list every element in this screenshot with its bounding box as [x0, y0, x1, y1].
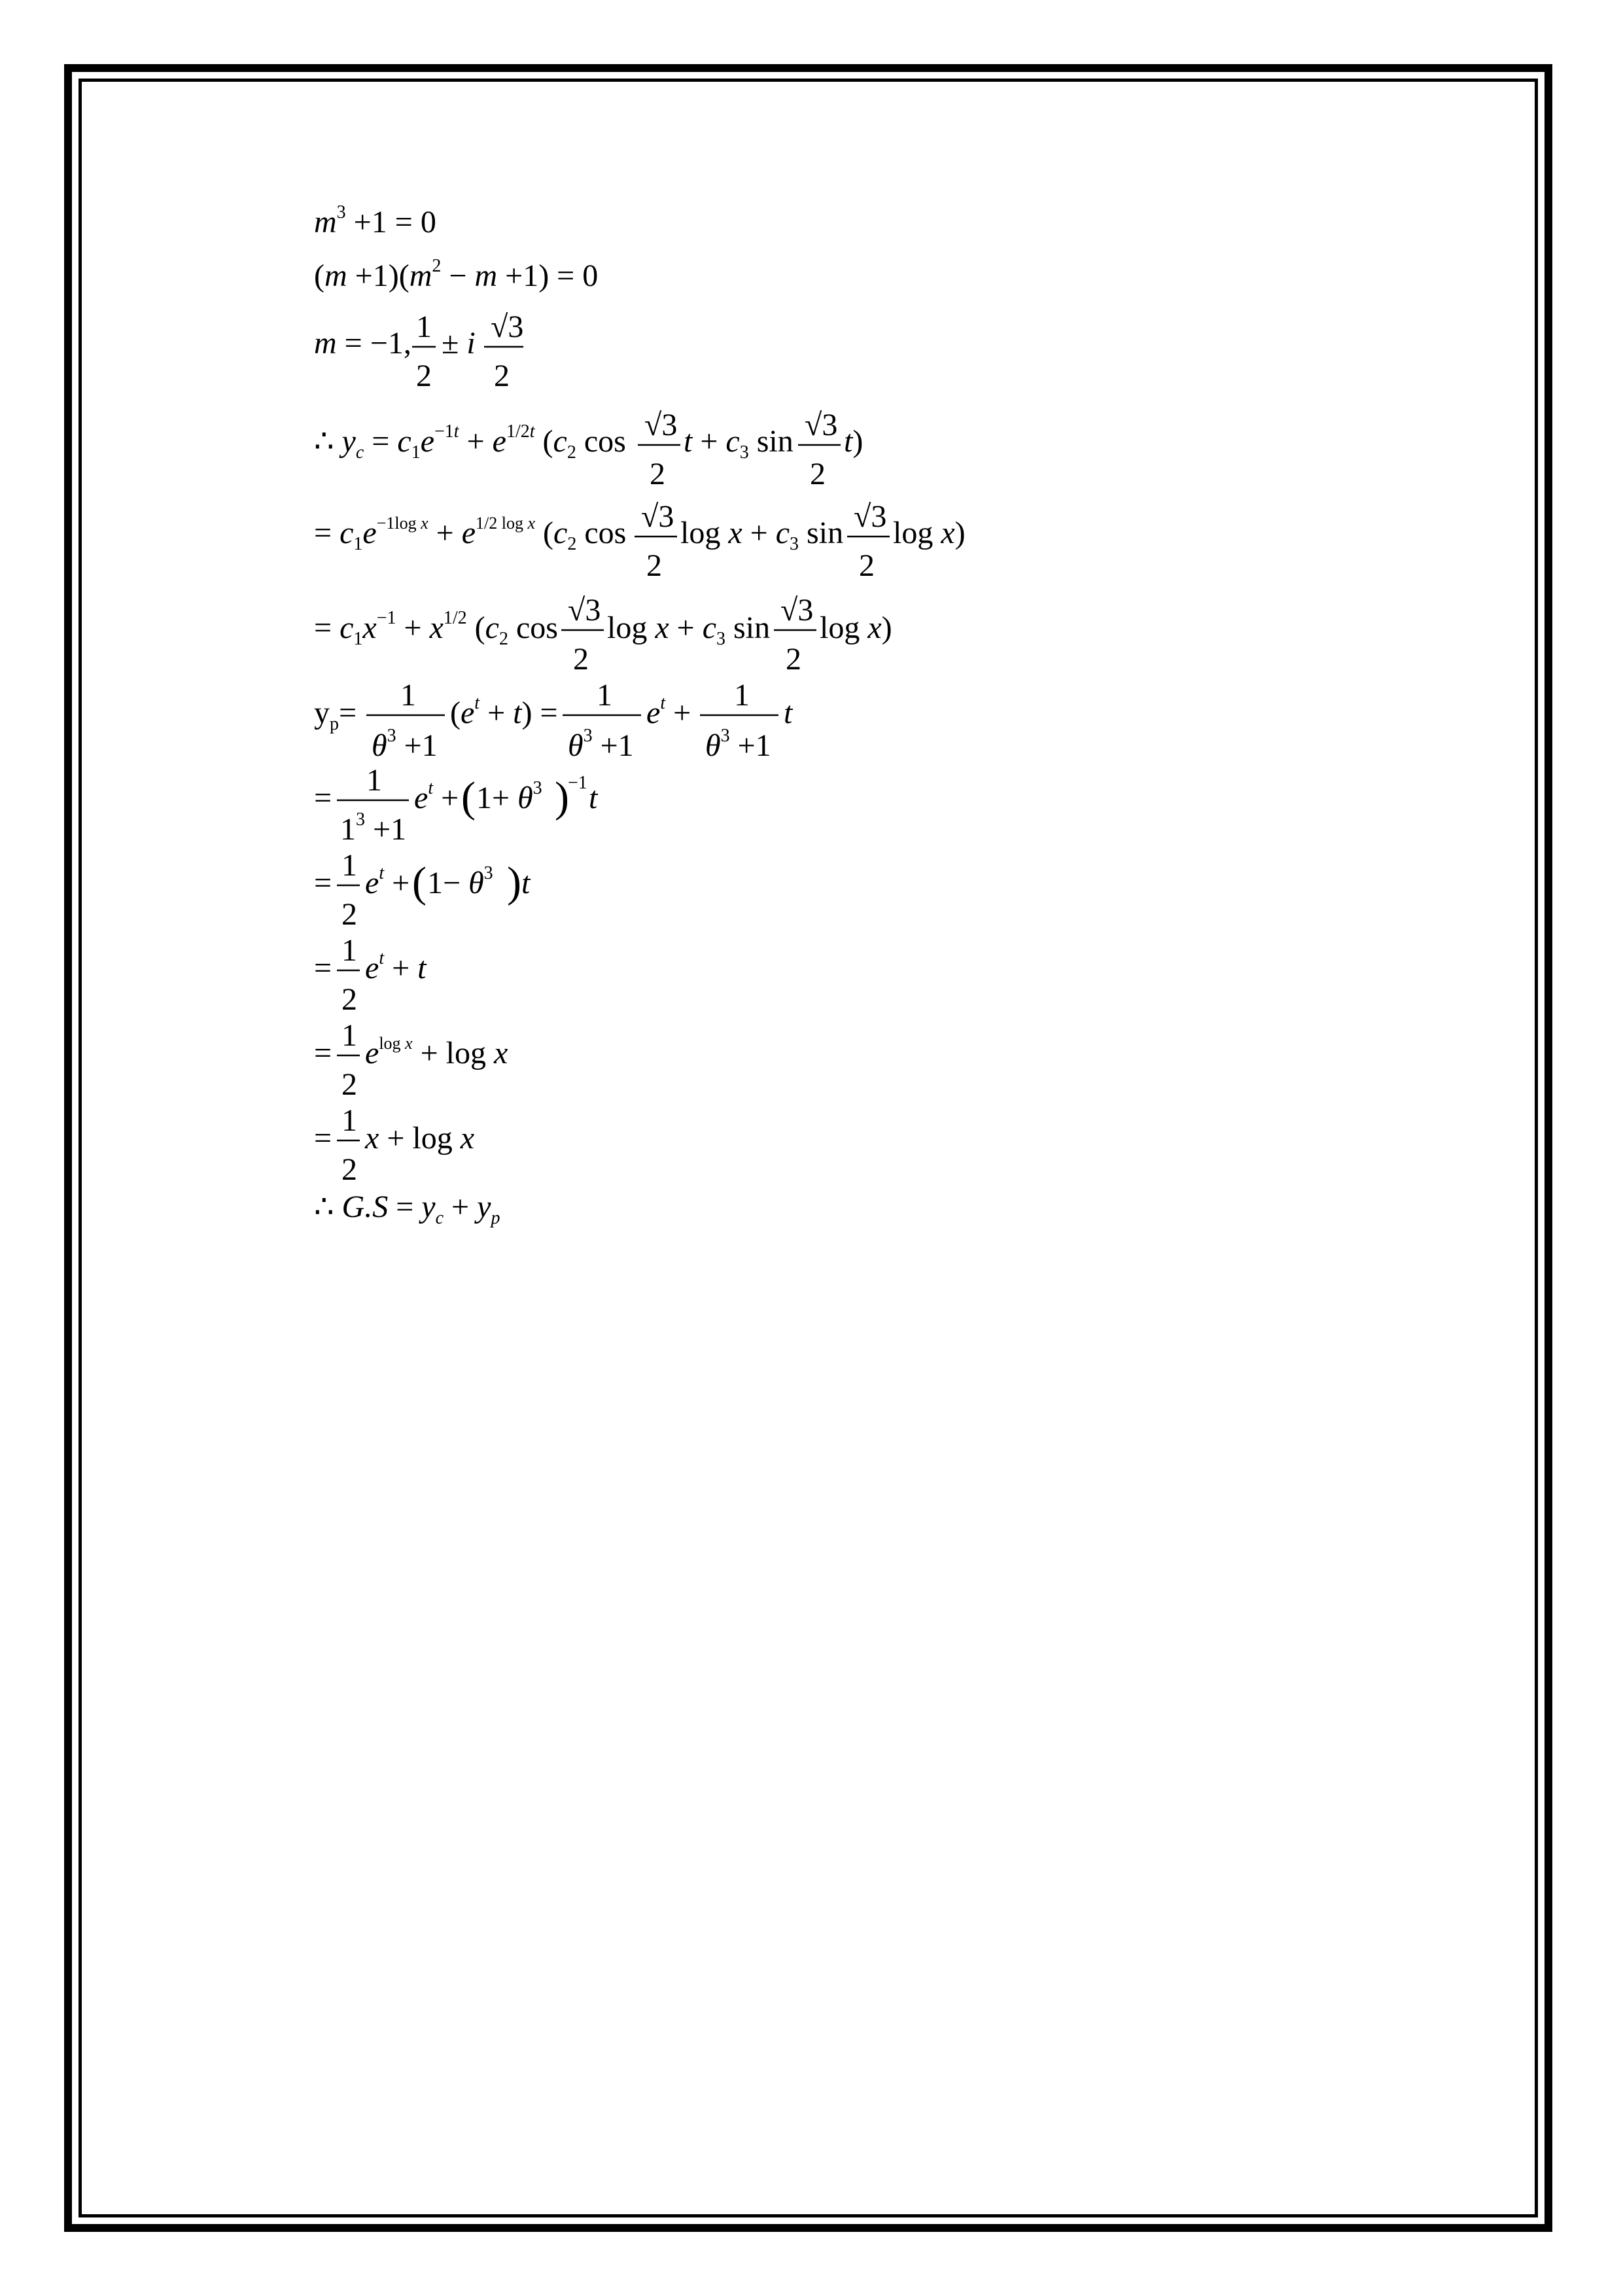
svg-text:± i: ± i [442, 326, 476, 361]
svg-text:2: 2 [859, 548, 875, 583]
equation-line-2 [314, 256, 598, 293]
svg-text:θ3 +1: $\theta^3 +1$ [705, 726, 771, 763]
equation-line-7 [314, 678, 794, 763]
svg-text:= c1e−1log x + e1/2 log x (c2: = $c_1e^{-1log x} + e^{1/2 log x}$ ($c_2$ cos [314, 514, 627, 554]
svg-text:(: ( [461, 773, 476, 821]
svg-text:2: 2 [341, 1067, 357, 1102]
svg-text:∴ G.S = yc + yp: ∴ $G.S = y_c + y_p$ [314, 1190, 500, 1228]
svg-text:2: 2 [650, 457, 665, 491]
svg-text:t + c3 sin: $t + c_3$ sin [684, 424, 794, 463]
svg-text:2: 2 [646, 548, 662, 583]
svg-text:=: = [314, 1036, 332, 1070]
svg-text:2: 2 [341, 1152, 357, 1187]
svg-text:1: 1 [341, 848, 357, 883]
svg-text:m3 +1 = 0: $m^3 +1 = 0$ [314, 202, 436, 239]
equation-line-1 [314, 202, 436, 239]
svg-text:2: 2 [341, 982, 357, 1017]
svg-text:θ3 +1: $\theta^3 +1$ [372, 726, 438, 763]
equation-line-8 [314, 763, 599, 847]
equation-line-6 [314, 593, 892, 677]
svg-text:2: 2 [416, 359, 432, 393]
equation-line-12 [314, 1103, 474, 1187]
svg-text:=: = [314, 1121, 332, 1156]
equation-line-11 [314, 1018, 508, 1102]
svg-text:2: 2 [341, 897, 357, 932]
svg-text:−1: −1 [568, 773, 587, 793]
svg-text:13 +1: $1^3 +1$ [340, 809, 407, 847]
svg-text:): ) [507, 858, 521, 906]
equation-line-4 [314, 408, 863, 491]
svg-text:): ) [555, 773, 569, 821]
svg-text:2: 2 [494, 359, 510, 393]
svg-text:log x): log x) [893, 516, 966, 550]
svg-text:1: 1 [416, 309, 432, 344]
svg-text:1− θ3: $1- \theta^3$ [427, 863, 493, 900]
svg-text:yp=: $y_p=$ [314, 696, 357, 734]
equation-line-3 [314, 309, 523, 393]
svg-text:log x + c3 sin: $\log x + c_3$ sin [607, 610, 771, 649]
svg-text:= c1x−1 + x1/2 (c2 cos: = $c_1x^{-1} + x^{1/2}$ ($c_2$ cos [314, 608, 558, 649]
svg-text:elog x + log x: $e^{log x} + \log x$ [365, 1034, 508, 1070]
svg-text:et +: $e^t$ + [646, 693, 691, 730]
svg-text:∴ yc = c1e−1t + e1/2t (c2 cos: ∴ $y_c = c_1e^{-1t} + e^{1/2t}$ ($c_2$ cos [314, 421, 626, 463]
svg-text:(et + t) =: $(e^t + t)$ = [450, 693, 558, 730]
svg-text:x + log x: x + log x [365, 1121, 475, 1156]
svg-text:√3: √3 [644, 408, 678, 442]
svg-text:1: 1 [341, 933, 357, 968]
svg-text:√3: √3 [491, 309, 524, 344]
svg-text:(: ( [412, 858, 427, 906]
svg-text:log x): log x) [820, 610, 892, 645]
svg-text:1: 1 [366, 763, 382, 798]
svg-text:1+ θ3: $1+ \theta^3$ [476, 778, 542, 815]
equation-line-10 [314, 933, 427, 1017]
svg-text:et +: $e^t$ + [414, 778, 459, 815]
svg-text:√3: √3 [854, 499, 887, 534]
svg-text:1: 1 [341, 1018, 357, 1053]
svg-text:t: t [521, 866, 531, 900]
svg-text:2: 2 [573, 642, 589, 677]
svg-text:θ3 +1: $\theta^3 +1$ [568, 726, 634, 763]
svg-text:1: 1 [597, 678, 612, 713]
svg-text:et +: $e^t$ + [365, 863, 410, 900]
equation-line-5 [314, 499, 966, 583]
svg-text:et + t: $e^t + t$ [365, 948, 427, 985]
svg-text:√3: √3 [641, 499, 674, 534]
svg-text:1: 1 [341, 1103, 357, 1138]
svg-text:1: 1 [734, 678, 750, 713]
svg-text:√3: √3 [568, 593, 601, 627]
svg-text:2: 2 [786, 642, 801, 677]
svg-text:t: t [589, 781, 598, 815]
svg-text:t): t) [844, 424, 864, 459]
svg-text:1: 1 [400, 678, 416, 713]
svg-text:log x + c3 sin: $\log x + c_3$ sin [680, 516, 844, 554]
equation-line-9 [314, 848, 531, 932]
svg-text:=: = [314, 951, 332, 985]
svg-text:m = −1,: m = −1, [314, 326, 411, 361]
svg-text:√3: √3 [805, 408, 838, 442]
svg-text:2: 2 [810, 457, 826, 491]
svg-text:(m +1)(m2 − m +1) = 0: $(m +1)(m^2 - m +1) = 0$ [314, 256, 599, 293]
svg-text:t: t [784, 696, 793, 730]
svg-text:=: = [314, 866, 332, 900]
svg-text:√3: √3 [780, 593, 814, 627]
equation-line-13 [314, 1190, 500, 1228]
svg-text:=: = [314, 781, 332, 815]
